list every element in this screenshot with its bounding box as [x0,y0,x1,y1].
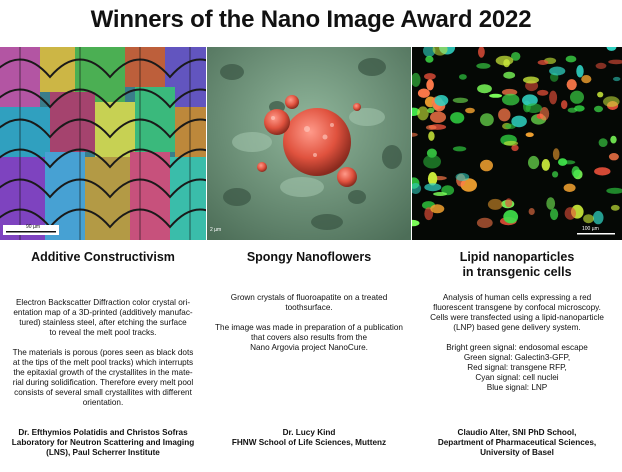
cell-blob [424,183,441,191]
cell-blob [552,171,558,177]
cell-blob [549,67,565,76]
cell-blob [594,106,603,112]
cell-blob [610,136,616,144]
cell-blob [435,95,449,106]
cell-blob [528,156,539,169]
cell-blob [476,63,490,69]
winner-2-paragraph-2: The image was made in preparation of a publication that covers also results from the Nano Argovia project NanoCure. [215,323,403,352]
cell-blob [568,108,578,113]
cell-blob [477,218,493,228]
ebsd-crystal-orientation-map-icon [0,47,206,240]
cell-blob [480,160,493,172]
winner-1-heading: Additive Constructivism [31,250,175,264]
cell-blob [428,131,434,141]
cell-blob [425,56,433,63]
cell-blob [581,75,591,83]
scale-bar-label: 100 µm [582,226,599,232]
cell-blob [542,159,550,171]
cell-blob [489,94,502,98]
cell-blob [583,214,594,223]
winner-1-paragraph-2: The materials is porous (pores seen as black dots at the tips of the melt pool tracks) which interrupts the epitaxial growth of the crystallites in the mate- rial during solidification. Therefore every melt pool consists of several small crystallites with different orientation. [12,348,194,407]
winner-1-paragraph-1: Electron Backscatter Diffraction color crystal ori- entation map of a 3D-printed (additively manufac- tured) stainless steel, after etching the surface to reveal the melt pool tracks. [13,298,193,337]
cell-blob [550,209,558,221]
winner-3-paragraph-1: Analysis of human cells expressing a red fluorescent transgene by confocal microscopy. Cells were transfected using a lipid-nanoparticle (LNP) based gene delivery system. [430,293,604,332]
winner-3-heading: Lipid nanoparticles in transgenic cells [459,250,575,279]
cell-blob [546,197,555,209]
winner-2-paragraph-1: Grown crystals of fluoroapatite on a treated toothsurface. [230,293,388,312]
fluorescent-cells-image [412,47,622,240]
cell-blob [505,198,512,207]
winner-3-description [414,250,620,393]
winner-3-credit: Claudio Alter, SNI PhD School, Department of Pharmaceutical Sciences, University of Basel [437,428,597,457]
cell-blob [488,199,503,210]
cell-blob [426,79,434,90]
cell-blob [576,65,583,77]
cell-blob [537,90,548,96]
cell-blob [594,167,610,175]
cell-blob [503,72,515,79]
cell-blob [596,63,607,69]
cell-blob [423,155,441,169]
cell-blob [424,73,436,80]
cell-blob [417,106,429,120]
cell-blob [549,91,557,105]
cell-blob [567,79,577,90]
cell-blob [430,204,444,213]
winner-3-paragraph-2: Bright green signal: endosomal escape Green signal: Galectin3-GFP, Red signal: transgene RFP, Cyan signal: cell nuclei Blue signal: LNP [446,343,588,392]
cell-blob [561,100,567,109]
winner-1-credit: Dr. Efthymios Polatidis and Christos Sofras Laboratory for Neutron Scattering and Imaging (LNS), Paul Scherrer Institute [11,428,195,457]
cell-blob [526,132,534,137]
winner-2-credit: Dr. Lucy Kind FHNW School of Life Sciences, Muttenz [231,428,387,447]
cell-blob [498,108,510,121]
cell-blob [426,125,437,130]
page-title: Winners of the Nano Image Award 2022 [90,6,532,33]
cell-blob [566,56,577,63]
cell-blob [558,158,567,166]
cell-blob [565,207,576,220]
ebsd-crystal-orientation-map-image [0,47,206,240]
cell-blob [529,208,535,215]
cell-blob [599,138,608,147]
winner-2-description [209,250,409,353]
cell-blob [523,77,539,84]
cell-blob [418,89,430,98]
cell-blob [572,166,580,177]
cell-blob [502,94,519,106]
cell-blob [477,84,492,93]
cell-blob [456,173,470,181]
scale-bar-label: 90 µm [26,224,40,230]
winner-2-heading: Spongy Nanoflowers [246,250,372,264]
winner-1-description [2,250,204,408]
cell-blob [465,108,475,114]
cell-blob [609,153,619,160]
cell-blob [553,148,560,160]
cell-blob [504,141,518,146]
cell-blob [526,103,542,113]
cell-blob [453,146,466,151]
cell-blob [453,98,468,103]
cell-blob [593,211,604,224]
cell-blob [430,112,446,123]
cell-blob [570,91,584,104]
cell-blob [511,116,527,128]
cell-blob [459,74,467,80]
fluorescent-cell-culture-icon [412,47,622,240]
cell-blob [603,96,620,107]
cell-blob [564,184,576,192]
cell-blob [613,77,620,81]
cell-blob [611,205,620,211]
cell-blob [538,60,549,65]
cell-blob [503,210,518,223]
scale-bar-label: 2 µm [210,227,222,233]
cell-blob [597,92,603,98]
cell-blob [496,56,514,66]
sem-spongy-nanoflowers-icon [207,47,411,240]
cell-blob [450,112,464,123]
cell-blob [480,113,494,126]
cell-blob [433,192,447,196]
spongy-nanoflowers-image [207,47,411,240]
